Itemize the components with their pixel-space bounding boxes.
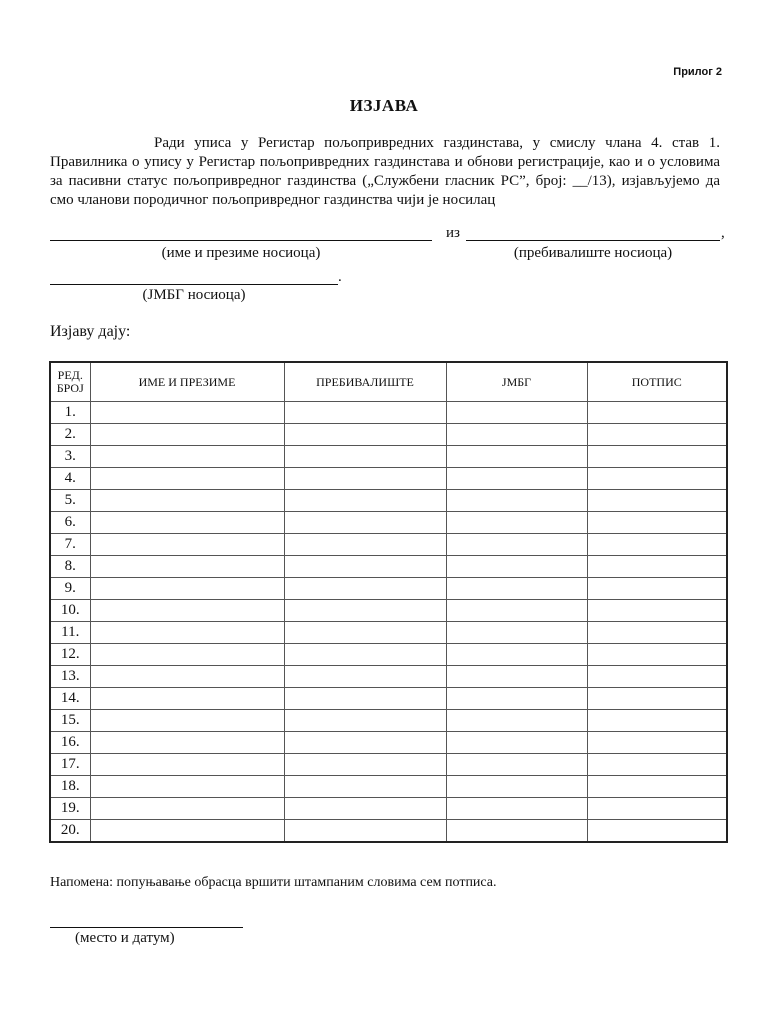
residence-cell[interactable] — [284, 776, 446, 798]
name-cell[interactable] — [90, 622, 284, 644]
residence-cell[interactable] — [284, 644, 446, 666]
holder-jmbg-line[interactable] — [50, 284, 338, 285]
table-row — [50, 578, 727, 600]
row-number: 18. — [50, 776, 90, 798]
table-row — [50, 512, 727, 534]
name-cell[interactable] — [90, 446, 284, 468]
intro-paragraph: Ради уписа у Регистар пољопривредних газдинстава, у смислу члана 4. став 1. Правилника о упису у Регистар пољопривредних газдинстава и обнови регистрације, као и о условима за пасивни статус пољопривредног газдинства („Службени гласник РС”, број: __/13), изјављујемо да смо чланови породичног пољопривредног газдинства чији је носилац — [50, 135, 720, 208]
row-number: 19. — [50, 798, 90, 820]
jmbg-cell[interactable] — [446, 578, 587, 600]
residence-cell[interactable] — [284, 512, 446, 534]
name-cell[interactable] — [90, 424, 284, 446]
trailing-period: . — [338, 269, 342, 285]
place-date-caption: (место и датум) — [75, 930, 175, 946]
table-row — [50, 776, 727, 798]
row-number: 10. — [50, 600, 90, 622]
signature-cell[interactable] — [587, 644, 727, 666]
signature-cell[interactable] — [587, 490, 727, 512]
document-title: ИЗЈАВА — [349, 96, 419, 115]
name-cell[interactable] — [90, 556, 284, 578]
row-number: 15. — [50, 710, 90, 732]
residence-cell[interactable] — [284, 710, 446, 732]
name-cell[interactable] — [90, 534, 284, 556]
name-cell[interactable] — [90, 798, 284, 820]
row-number: 11. — [50, 622, 90, 644]
name-cell[interactable] — [90, 732, 284, 754]
residence-cell[interactable] — [284, 556, 446, 578]
table-row — [50, 688, 727, 710]
row-number: 9. — [50, 578, 90, 600]
table-row — [50, 490, 727, 512]
table-row — [50, 754, 727, 776]
residence-cell[interactable] — [284, 688, 446, 710]
table-row — [50, 468, 727, 490]
holder-jmbg-caption: (ЈМБГ носиоца) — [142, 287, 246, 303]
row-number: 8. — [50, 556, 90, 578]
jmbg-cell[interactable] — [446, 820, 587, 843]
table-row — [50, 820, 727, 843]
residence-cell[interactable] — [284, 578, 446, 600]
row-number: 3. — [50, 446, 90, 468]
jmbg-cell[interactable] — [446, 402, 587, 424]
jmbg-cell[interactable] — [446, 732, 587, 754]
table-row — [50, 798, 727, 820]
jmbg-cell[interactable] — [446, 622, 587, 644]
name-cell[interactable] — [90, 468, 284, 490]
jmbg-cell[interactable] — [446, 490, 587, 512]
name-cell[interactable] — [90, 600, 284, 622]
table-row — [50, 600, 727, 622]
name-cell[interactable] — [90, 754, 284, 776]
table-row — [50, 666, 727, 688]
name-cell[interactable] — [90, 512, 284, 534]
holder-residence-caption: (пребивалиште носиоца) — [513, 245, 673, 261]
signature-cell[interactable] — [587, 754, 727, 776]
residence-cell[interactable] — [284, 798, 446, 820]
signature-cell[interactable] — [587, 424, 727, 446]
residence-cell[interactable] — [284, 600, 446, 622]
row-number: 4. — [50, 468, 90, 490]
table-row — [50, 622, 727, 644]
header-residence: ПРЕБИВАЛИШТЕ — [284, 362, 446, 402]
declarants-label: Изјаву дају: — [50, 323, 131, 340]
signature-cell[interactable] — [587, 776, 727, 798]
residence-cell[interactable] — [284, 732, 446, 754]
note-text: Напомена: попуњавање обрасца вршити штампаним словима сем потписа. — [50, 875, 497, 890]
name-cell[interactable] — [90, 578, 284, 600]
declarants-table — [49, 361, 728, 843]
row-number: 5. — [50, 490, 90, 512]
residence-cell[interactable] — [284, 666, 446, 688]
jmbg-cell[interactable] — [446, 468, 587, 490]
table-row — [50, 556, 727, 578]
signature-cell[interactable] — [587, 402, 727, 424]
signature-cell[interactable] — [587, 468, 727, 490]
jmbg-cell[interactable] — [446, 666, 587, 688]
residence-cell[interactable] — [284, 534, 446, 556]
holder-name-line[interactable] — [50, 240, 432, 241]
table-row — [50, 644, 727, 666]
signature-cell[interactable] — [587, 556, 727, 578]
table-row — [50, 402, 727, 424]
place-date-line[interactable] — [50, 927, 243, 928]
signature-cell[interactable] — [587, 710, 727, 732]
table-row — [50, 732, 727, 754]
name-cell[interactable] — [90, 666, 284, 688]
residence-cell[interactable] — [284, 622, 446, 644]
jmbg-cell[interactable] — [446, 424, 587, 446]
row-number: 1. — [50, 402, 90, 424]
row-number: 6. — [50, 512, 90, 534]
jmbg-cell[interactable] — [446, 446, 587, 468]
signature-cell[interactable] — [587, 600, 727, 622]
name-cell[interactable] — [90, 710, 284, 732]
row-number: 13. — [50, 666, 90, 688]
header-ordinal: РЕД. БРОЈ — [50, 362, 90, 402]
signature-cell[interactable] — [587, 798, 727, 820]
residence-cell[interactable] — [284, 490, 446, 512]
table-row — [50, 710, 727, 732]
residence-cell[interactable] — [284, 468, 446, 490]
row-number: 2. — [50, 424, 90, 446]
name-cell[interactable] — [90, 490, 284, 512]
jmbg-cell[interactable] — [446, 776, 587, 798]
table-row — [50, 534, 727, 556]
jmbg-cell[interactable] — [446, 710, 587, 732]
signature-cell[interactable] — [587, 512, 727, 534]
residence-cell[interactable] — [284, 820, 446, 843]
row-number: 17. — [50, 754, 90, 776]
name-cell[interactable] — [90, 820, 284, 843]
signature-cell[interactable] — [587, 820, 727, 843]
signature-cell[interactable] — [587, 446, 727, 468]
name-cell[interactable] — [90, 688, 284, 710]
signature-cell[interactable] — [587, 578, 727, 600]
jmbg-cell[interactable] — [446, 600, 587, 622]
from-word: из — [446, 225, 460, 241]
jmbg-cell[interactable] — [446, 798, 587, 820]
jmbg-cell[interactable] — [446, 688, 587, 710]
row-number: 20. — [50, 820, 90, 843]
signature-cell[interactable] — [587, 534, 727, 556]
header-signature: ПОТПИС — [587, 362, 727, 402]
row-number: 7. — [50, 534, 90, 556]
jmbg-cell[interactable] — [446, 644, 587, 666]
jmbg-cell[interactable] — [446, 512, 587, 534]
header-name: ИМЕ И ПРЕЗИМЕ — [90, 362, 284, 402]
holder-name-caption: (име и презиме носиоца) — [161, 245, 321, 261]
holder-residence-line[interactable] — [466, 240, 720, 241]
jmbg-cell[interactable] — [446, 534, 587, 556]
header-jmbg: ЈМБГ — [446, 362, 587, 402]
signature-cell[interactable] — [587, 666, 727, 688]
residence-cell[interactable] — [284, 402, 446, 424]
name-cell[interactable] — [90, 402, 284, 424]
name-cell[interactable] — [90, 776, 284, 798]
row-number: 14. — [50, 688, 90, 710]
table-row — [50, 446, 727, 468]
jmbg-cell[interactable] — [446, 556, 587, 578]
table-row — [50, 424, 727, 446]
signature-cell[interactable] — [587, 622, 727, 644]
row-number: 16. — [50, 732, 90, 754]
table-header-row — [50, 362, 727, 402]
signature-cell[interactable] — [587, 688, 727, 710]
jmbg-cell[interactable] — [446, 754, 587, 776]
trailing-comma: , — [721, 225, 725, 241]
residence-cell[interactable] — [284, 754, 446, 776]
annex-label: Прилог 2 — [673, 66, 722, 78]
residence-cell[interactable] — [284, 446, 446, 468]
residence-cell[interactable] — [284, 424, 446, 446]
name-cell[interactable] — [90, 644, 284, 666]
row-number: 12. — [50, 644, 90, 666]
signature-cell[interactable] — [587, 732, 727, 754]
